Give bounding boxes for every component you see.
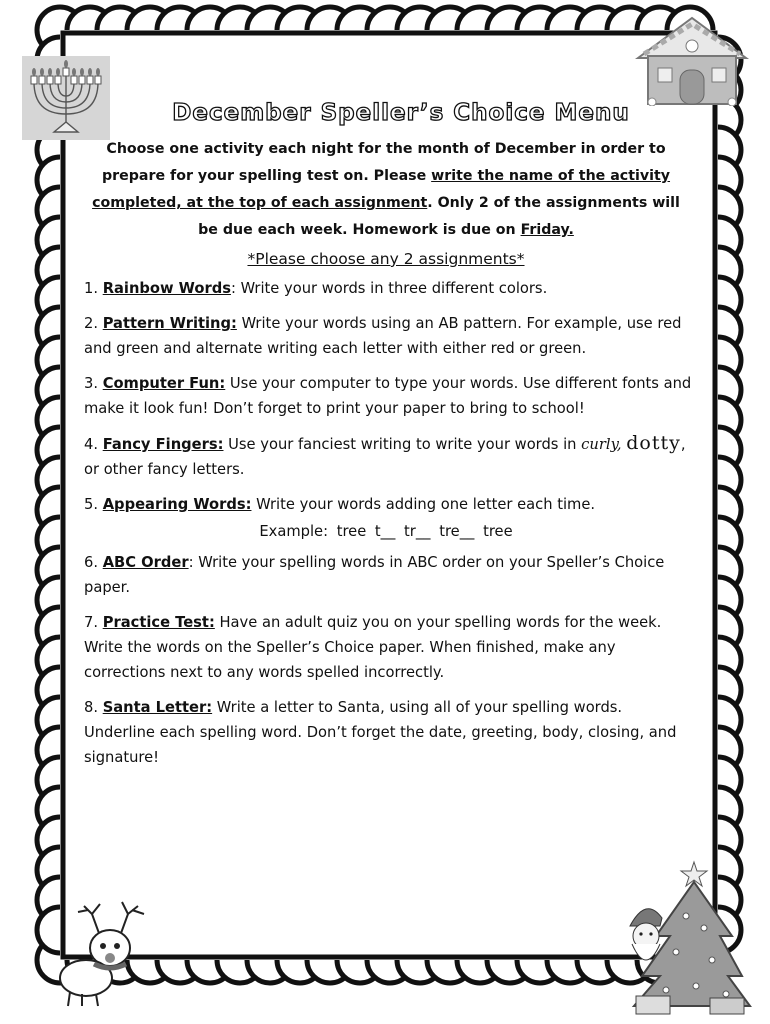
activity-name: Santa Letter: bbox=[102, 699, 213, 716]
activity-name: Fancy Fingers: bbox=[102, 436, 224, 453]
activity-description: Write a letter to Santa, using all of your spelling words. Underline each spelling word. Don’t forget the date, greeting, body, closing, and signature! bbox=[84, 699, 677, 766]
christmas-tree-icon bbox=[616, 856, 752, 1016]
due-day: Friday. bbox=[520, 222, 574, 238]
activity-number: 3. bbox=[84, 375, 103, 392]
gingerbread-house-icon bbox=[630, 14, 754, 106]
activity-description: Write your words adding one letter each time. bbox=[251, 496, 596, 513]
activity-item bbox=[84, 311, 692, 361]
example-line: Example: tree t__ tr__ tre__ tree bbox=[259, 523, 513, 540]
activity-description: Write your words using an AB pattern. For example, use red and green and alternate writing each letter with either red or green. bbox=[84, 315, 682, 357]
dotty-example: dotty bbox=[626, 432, 681, 454]
activity-name: Practice Test: bbox=[102, 614, 215, 631]
activity-number: 5. bbox=[84, 496, 103, 513]
instructions-underlined-text: write the name of the activity completed, at the top of each assignment bbox=[92, 168, 671, 211]
activity-number: 6. bbox=[84, 554, 103, 571]
instructions-text-2: . Only 2 of the assignments will be due each week. Homework is due on bbox=[198, 195, 680, 238]
reindeer-icon bbox=[48, 896, 160, 1008]
page-title: December Speller’s Choice Menu bbox=[172, 100, 630, 126]
activity-description: : Write your words in three different colors. bbox=[230, 280, 548, 297]
activity-description: Have an adult quiz you on your spelling words for the week. Write the words on the Speller’s Choice paper. When finished, make any corrections next to any words spelled incorrectly. bbox=[84, 614, 662, 681]
activity-name: Rainbow Words bbox=[102, 280, 231, 297]
instructions-text: Choose one activity each night for the month of December in order to prepare for your spelling test on. Please bbox=[101, 141, 666, 184]
santa-icon bbox=[630, 909, 662, 960]
activity-item bbox=[84, 492, 692, 517]
activity-name: Pattern Writing: bbox=[102, 315, 237, 332]
activity-name: ABC Order bbox=[102, 554, 189, 571]
activity-number: 8. bbox=[84, 699, 103, 716]
activity-description: : Write your spelling words in ABC order on your Speller’s Choice paper. bbox=[84, 554, 665, 596]
activity-name: Appearing Words: bbox=[102, 496, 252, 513]
activity-item bbox=[84, 610, 692, 685]
activity-description: Use your computer to type your words. Use different fonts and make it look fun! Don’t forget to print your paper to bring to school! bbox=[84, 375, 692, 417]
activity-name: Computer Fun: bbox=[102, 375, 226, 392]
activity-description: Use your fanciest writing to write your words in bbox=[223, 436, 582, 453]
choose-instruction: *Please choose any 2 assignments* bbox=[247, 250, 525, 268]
activity-item bbox=[84, 431, 692, 482]
activity-item bbox=[84, 695, 692, 770]
activity-item bbox=[84, 276, 692, 301]
menu-content bbox=[84, 96, 692, 780]
activity-item bbox=[84, 371, 692, 421]
activity-number: 2. bbox=[84, 315, 103, 332]
instructions bbox=[82, 136, 690, 244]
activity-item bbox=[84, 550, 692, 600]
curly-example: curly, bbox=[581, 436, 622, 453]
activity-number: 4. bbox=[84, 436, 103, 453]
activity-number: 7. bbox=[84, 614, 103, 631]
activity-description-end: , or other fancy letters. bbox=[84, 436, 686, 478]
activity-number: 1. bbox=[84, 280, 103, 297]
